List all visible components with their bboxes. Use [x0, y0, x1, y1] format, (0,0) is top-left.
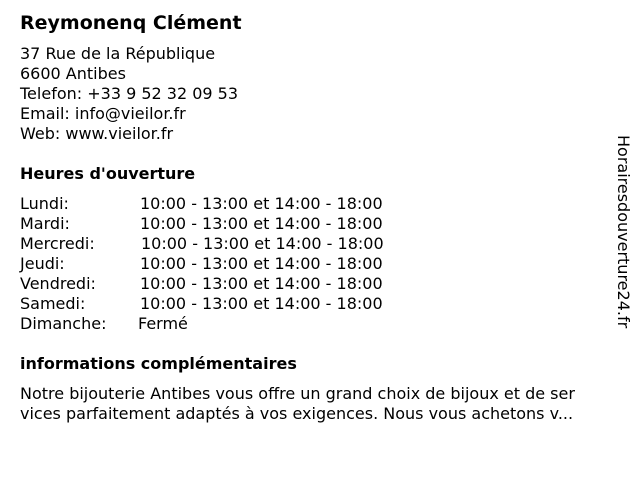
opening-hours-heading: Heures d'ouverture — [20, 164, 196, 183]
day-label: Jeudi: — [20, 254, 65, 273]
additional-info-text-line-1: Notre bijouterie Antibes vous offre un grand choix de bijoux et de ser — [20, 384, 575, 403]
phone-number: Telefon: +33 9 52 32 09 53 — [20, 84, 239, 103]
address-street: 37 Rue de la République — [20, 44, 216, 63]
hours-value: 10:00 - 13:00 et 14:00 - 18:00 — [140, 194, 383, 213]
additional-info-heading: informations complémentaires — [20, 354, 297, 373]
day-label: Mercredi: — [20, 234, 95, 253]
day-label: Samedi: — [20, 294, 86, 313]
hours-value: 10:00 - 13:00 et 14:00 - 18:00 — [140, 274, 383, 293]
address-city: 6600 Antibes — [20, 64, 126, 83]
day-label: Mardi: — [20, 214, 70, 233]
day-label: Vendredi: — [20, 274, 96, 293]
email-address: Email: info@vieilor.fr — [20, 104, 186, 123]
hours-value: 10:00 - 13:00 et 14:00 - 18:00 — [140, 254, 383, 273]
hours-value: Fermé — [138, 314, 188, 333]
website-address: Web: www.vieilor.fr — [20, 124, 174, 143]
site-watermark: Horairesdouverture24.fr — [614, 135, 633, 329]
additional-info-text-line-2: vices parfaitement adaptés à vos exigences. Nous vous achetons v... — [20, 404, 574, 423]
hours-value: 10:00 - 13:00 et 14:00 - 18:00 — [140, 214, 383, 233]
hours-value: 10:00 - 13:00 et 14:00 - 18:00 — [141, 234, 384, 253]
day-label: Lundi: — [20, 194, 69, 213]
business-name: Reymonenq Clément — [20, 12, 242, 34]
hours-value: 10:00 - 13:00 et 14:00 - 18:00 — [140, 294, 383, 313]
day-label: Dimanche: — [20, 314, 107, 333]
